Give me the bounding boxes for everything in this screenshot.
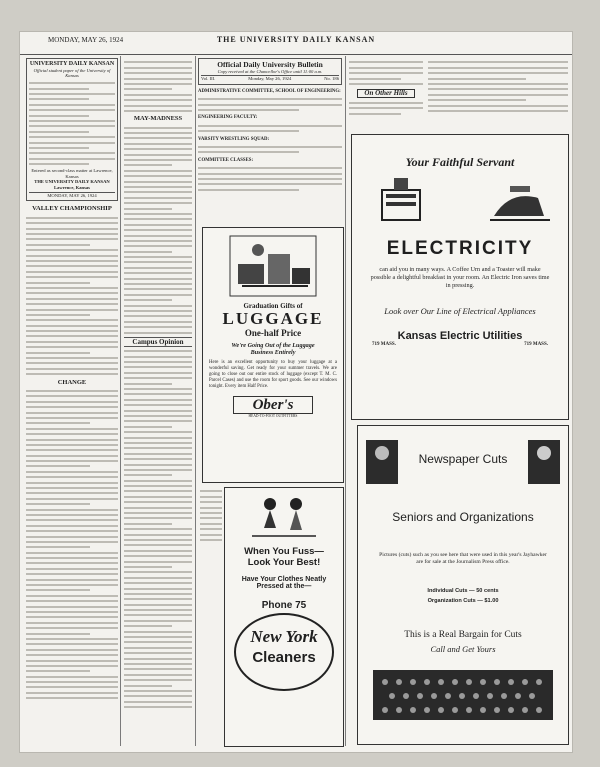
column-rule — [195, 56, 196, 746]
appliances-illustration — [360, 176, 560, 232]
electricity-address-right: 719 MASS. — [524, 342, 548, 347]
masthead-address: THE UNIVERSITY DAILY KANSAN Lawrence, Kansas — [34, 179, 110, 190]
portrait-man — [366, 440, 398, 484]
logo-new-york: New York — [250, 627, 318, 646]
bulletin-item: COMMITTEE CLASSES: — [198, 157, 254, 163]
bulletin-text — [198, 146, 342, 153]
luggage-line5: Business Entirely — [250, 349, 296, 356]
electricity-tagline: Your Faithful Servant — [405, 155, 515, 169]
cleaners-line2: Look Your Best! — [247, 557, 321, 568]
electricity-company: Kansas Electric Utilities — [397, 330, 523, 342]
header-date: MONDAY, MAY 26, 1924 — [48, 36, 124, 44]
electricity-body: can aid you in many ways. A Coffee Urn and a Toaster will make possible a delightful breakfast in your room. An Electric Iron saves time in pressing. — [370, 266, 550, 289]
electricity-look: Look over Our Line of Electrical Appliances — [384, 306, 536, 316]
right-top-text-2 — [428, 58, 568, 130]
bulletin-subtitle: Copy received at the Chancellor's Office until 11:00 a.m. — [217, 69, 323, 74]
column-rule — [345, 56, 346, 746]
article-body — [124, 127, 192, 334]
article-body — [349, 61, 423, 85]
masthead-title: UNIVERSITY DAILY KANSAN — [29, 61, 115, 67]
cuts-bargain: This is a Real Bargain for Cuts — [404, 630, 522, 640]
bulletin-number: No. 186 — [324, 76, 339, 82]
bulletin-item: ADMINISTRATIVE COMMITTEE, SCHOOL OF ENGINEERING: — [198, 88, 341, 94]
article-body — [349, 102, 423, 115]
electricity-headline: ELECTRICITY — [386, 238, 534, 259]
luggage-illustration — [228, 234, 318, 298]
bulletin-item: ENGINEERING FACULTY: — [198, 115, 258, 121]
bulletin-item: VARSITY WRESTLING SQUAD: — [198, 136, 270, 142]
cleaners-ad — [224, 487, 344, 747]
electricity-ad — [351, 134, 569, 420]
cuts-body: Pictures (cuts) such as you see here that were used in this year's Jayhawker are for sale at the Journalism Press office. — [379, 552, 547, 565]
page-header — [20, 32, 572, 55]
cuts-headline: Newspaper Cuts — [418, 452, 508, 466]
headline-valley: VALLEY CHAMPIONSHIP — [32, 205, 112, 213]
cuts-organization: Organization Cuts — $1.00 — [427, 598, 499, 604]
luggage-line1: Graduation Gifts of — [243, 302, 303, 310]
masthead-subtitle: Official student paper of the University of Kansas — [33, 68, 111, 79]
masthead — [26, 58, 118, 201]
left-column — [26, 58, 118, 748]
staff-list — [29, 82, 115, 165]
newspaper-cuts-ad — [357, 425, 569, 745]
right-top-text — [349, 58, 423, 130]
article-body — [124, 350, 192, 708]
cuts-subheadline: Seniors and Organizations — [392, 510, 534, 524]
newspaper-page — [20, 32, 572, 752]
bulletin-text — [198, 125, 342, 132]
luggage-line4: We're Going Out of the Luggage — [231, 342, 315, 349]
masthead-date: MONDAY, MAY 26, 1924 — [29, 192, 115, 198]
headline-change: CHANGE — [57, 378, 87, 386]
headline-other-hills: On Other Hills — [357, 89, 414, 98]
bulletin-title: Official Daily University Bulletin — [217, 60, 323, 69]
obers-logo-sub: HEAD-TO-FOOT OUTFITTERS — [248, 414, 298, 418]
header-title: THE UNIVERSITY DAILY KANSAN — [216, 35, 376, 44]
group-photo — [373, 670, 553, 720]
column-rule — [120, 56, 121, 746]
cuts-individual: Individual Cuts — 50 cents — [427, 588, 499, 594]
logo-cleaners: Cleaners — [252, 649, 316, 666]
obers-logo: Ober's — [233, 396, 313, 414]
narrow-text — [200, 487, 222, 745]
article-body — [26, 217, 118, 375]
portrait-woman — [528, 440, 560, 484]
cleaners-line4: Pressed at the— — [256, 583, 312, 590]
bulletin-text — [198, 98, 342, 111]
article-body — [26, 390, 118, 699]
cleaners-phone: Phone 75 — [261, 600, 307, 611]
article-body — [124, 61, 192, 112]
cleaners-line1: When You Fuss— — [244, 546, 324, 557]
article-body — [428, 61, 568, 112]
headline-maymadness: MAY-MADNESS — [133, 115, 183, 123]
luggage-ad — [202, 227, 344, 483]
bulletin-date: Monday, May 26, 1924 — [248, 76, 292, 82]
luggage-half-price: One-half Price — [244, 328, 302, 338]
masthead-entered: Entered as second-class matter at Lawrence, Kansas — [31, 168, 113, 179]
luggage-body: Here is an excellent opportunity to buy your luggage at a wonderful saving. Get ready for your summer travels. We are going to close out our entire stock of luggage (except T. M. C. Parcel Cases) and use the room for sport goods. See our windows tonight. Every item Half Price. — [209, 360, 337, 389]
electricity-address-left: 719 MASS. — [372, 342, 396, 347]
bulletin-text — [198, 167, 342, 191]
bulletin-volume: Vol. III. — [201, 76, 216, 82]
new-york-cleaners-logo — [234, 613, 334, 691]
headline-campus-opinion: Campus Opinion — [124, 337, 192, 347]
cuts-call: Call and Get Yours — [430, 644, 496, 654]
luggage-headline: LUGGAGE — [222, 309, 324, 328]
cleaners-line3: Have Your Clothes Neatly — [241, 576, 327, 583]
middle-column — [124, 58, 192, 748]
bulletin — [198, 58, 342, 228]
dancers-illustration — [246, 494, 322, 540]
